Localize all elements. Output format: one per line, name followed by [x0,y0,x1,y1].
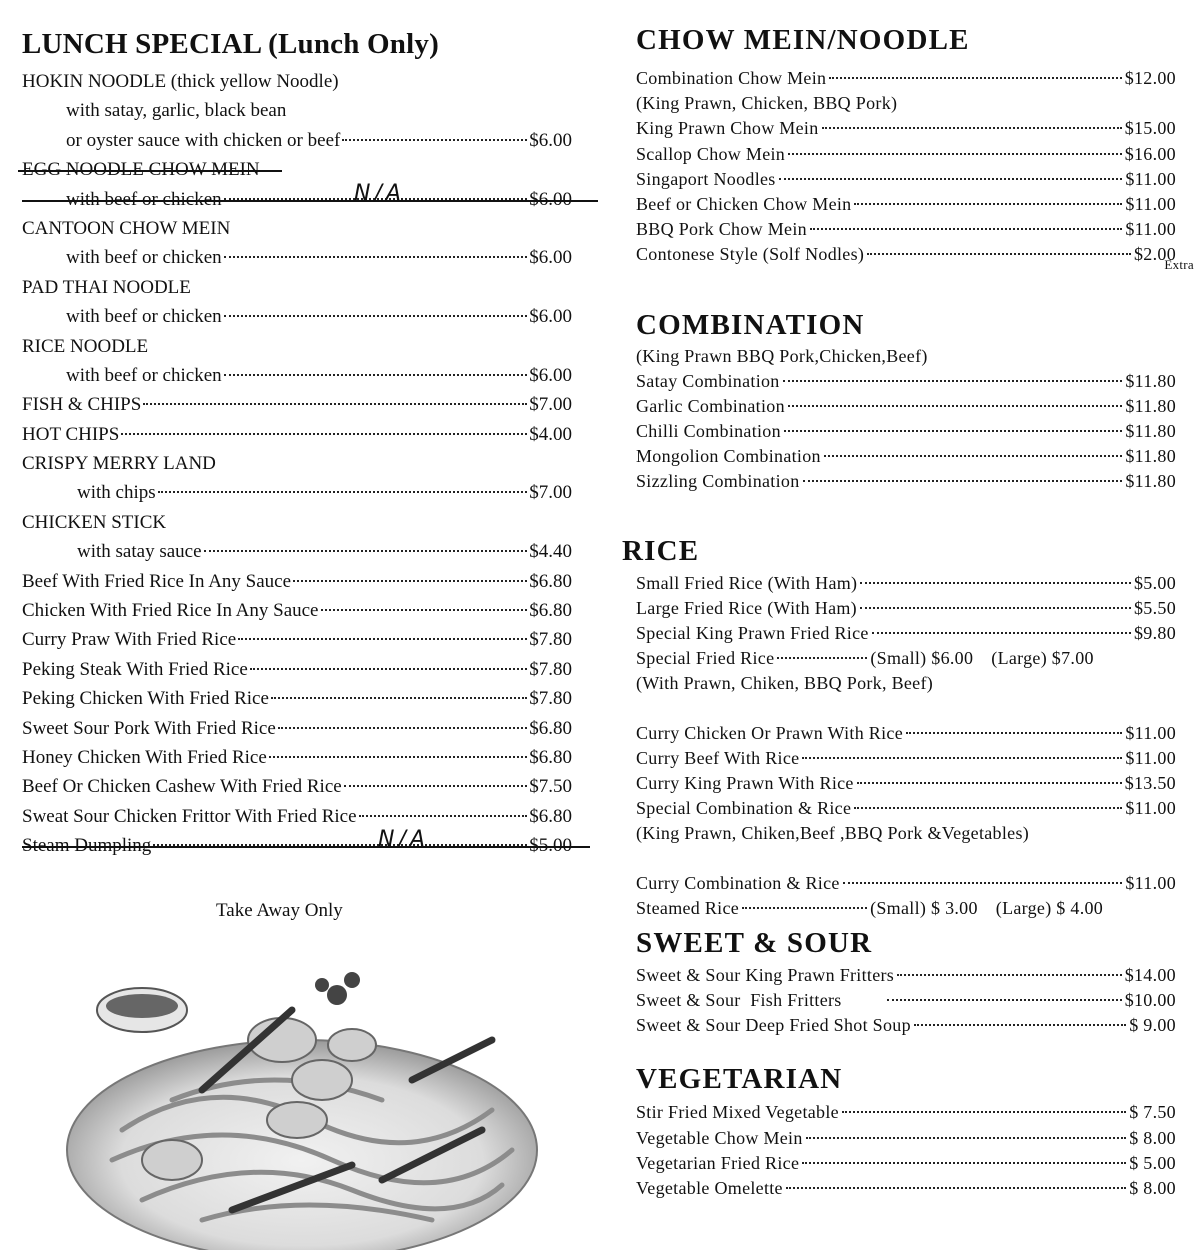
dot-leader [224,374,528,376]
combination-item-row [636,369,1176,394]
strikethrough [22,846,590,848]
dot-leader [783,380,1123,382]
chow-mein-title: CHOW MEIN/NOODLE [636,24,970,56]
dot-leader [860,582,1131,584]
crispy-row [22,478,572,507]
chow-item-row [636,167,1176,192]
crispy-sub: with chips [77,482,156,504]
lunch-item-name: Honey Chicken With Fried Rice [22,746,267,768]
dot-leader [788,153,1122,155]
vegetarian-item-price: $ 8.00 [1129,1178,1176,1198]
dot-leader [777,657,867,659]
lunch-item-price: $6.80 [529,805,572,827]
chow-item-price: $2.00 [1134,244,1176,265]
curry-item-name: Curry King Prawn With Rice [636,772,854,793]
hot-chips-price: $4.00 [529,423,572,445]
lunch-item-row [22,772,572,801]
special-fried-rice-name: Special Fried Rice [636,648,775,669]
lunch-item-row [22,802,572,831]
lunch-item-row [22,655,572,684]
lunch-item-price: $7.80 [529,629,572,651]
cantoon-row [22,243,572,272]
combination-item-name: Chilli Combination [636,421,781,442]
dot-leader [321,609,528,611]
dot-leader [344,785,528,787]
pad-thai-row [22,302,572,331]
vegetarian-item-name: Stir Fried Mixed Vegetable [636,1102,839,1123]
dot-leader [359,815,528,817]
combination-item-name: Mongolion Combination [636,446,821,467]
chow-item-name: Combination Chow Mein [636,68,827,88]
lunch-item-row [22,684,572,713]
steamed-rice-name: Steamed Rice [636,897,740,918]
sweet-sour-item-row [636,963,1176,988]
lunch-special-section [22,28,572,861]
egg-noodle-sub: with beef or chicken [66,188,222,210]
steam-dumpling-row [22,827,572,860]
vegetarian-item-price: $ 7.50 [1129,1102,1176,1123]
lunch-item-row [22,567,572,596]
chow-combo-note: (King Prawn, Chicken, BBQ Pork) [636,93,898,114]
rice-item-row [636,571,1176,596]
lunch-item-price: $7.80 [529,658,572,680]
lunch-item-name: Peking Chicken With Fried Rice [22,688,269,710]
vegetarian-item-price: $ 5.00 [1129,1152,1176,1173]
special-combination-note: (King Prawn, Chiken,Beef ,BBQ Pork &Vegetables) [636,823,1030,844]
lunch-item-name: Beef Or Chicken Cashew With Fried Rice [22,776,342,798]
dot-leader [914,1024,1126,1026]
rice-item-row [636,596,1176,621]
combination-title: COMBINATION [636,308,865,341]
combination-note: (King Prawn BBQ Pork,Chicken,Beef) [636,345,928,366]
rice-item-price: $5.00 [1134,572,1176,593]
egg-noodle-name: EGG NOODLE CHOW MEIN [22,159,260,181]
dot-leader [342,139,527,141]
dot-leader [250,668,527,670]
extra-note: Extra [1164,257,1194,273]
lunch-item-name: Sweat Sour Chicken Frittor With Fried Rice [22,805,357,827]
dot-leader [872,632,1131,634]
curry-item-name: Curry Beef With Rice [636,747,800,768]
sweet-sour-item-price: $14.00 [1124,964,1176,985]
fish-chips-price: $7.00 [529,394,572,416]
chow-item-row [636,242,1194,273]
steamed-rice-small: (Small) $ 3.00 [870,897,978,918]
dot-leader [143,403,527,405]
curry-item-row [636,721,1176,746]
rice-noodle-name: RICE NOODLE [22,335,149,357]
rice-item-price: $9.80 [1134,623,1176,643]
dot-leader [779,178,1123,180]
chicken-stick-name: CHICKEN STICK [22,511,167,533]
combination-item-row [636,394,1176,419]
dot-leader [786,1187,1126,1189]
cantoon-sub: with beef or chicken [66,247,222,269]
chow-item-name: Singaport Noodles [636,168,776,189]
combination-item-price: $11.80 [1125,446,1176,467]
combination-item-price: $11.80 [1125,421,1176,442]
special-fried-rice-row [636,646,1176,671]
chow-item-row [636,217,1176,242]
lunch-item-price: $7.80 [529,688,572,710]
chicken-stick-sub: with satay sauce [77,541,202,563]
dot-leader [784,430,1122,432]
curry-item-row [636,746,1176,771]
pad-thai-name: PAD THAI NOODLE [22,276,191,298]
egg-noodle-na-note: N/A [354,180,405,206]
dot-leader [906,732,1122,734]
chow-item-price: $16.00 [1124,143,1176,164]
combination-item-row [636,469,1176,494]
hokin-noodle-name: HOKIN NOODLE (thick yellow Noodle) [22,71,339,92]
combination-item-name: Satay Combination [636,370,780,391]
chow-item-price: $15.00 [1124,118,1176,139]
sweet-sour-item-row [636,988,1176,1013]
dot-leader [887,999,1122,1001]
lunch-item-name: Peking Steak With Fried Rice [22,658,248,680]
dot-leader [854,807,1122,809]
dot-leader [854,203,1122,205]
lunch-item-row [22,714,572,743]
dot-leader [824,455,1123,457]
dot-leader [822,127,1122,129]
sweet-sour-item-name: Sweet & Sour Fish Fritters [636,990,842,1011]
hokin-noodle-row [22,126,572,155]
dot-leader [742,907,867,909]
chicken-stick-row [22,537,572,566]
hokin-noodle-desc: with satay, garlic, black bean [66,100,287,122]
dot-leader [867,253,1131,255]
chicken-stick-price: $4.40 [529,541,572,563]
dot-leader [860,607,1131,609]
dot-leader [238,638,527,640]
lunch-item-row [22,625,572,654]
rice-title: RICE [622,534,700,567]
vegetarian-item-price: $ 8.00 [1129,1127,1176,1148]
combination-item-price: $11.80 [1125,370,1176,391]
vegetarian-item-row [636,1126,1176,1151]
chow-item-name: Scallop Chow Mein [636,143,786,164]
steam-dumpling-name: Steam Dumpling [22,835,152,857]
lunch-item-price: $6.80 [529,600,572,622]
lunch-item-price: $6.80 [529,746,572,768]
curry-item-price: $11.00 [1125,722,1176,743]
lunch-special-title: LUNCH SPECIAL (Lunch Only) [22,28,439,60]
curry-combination-name: Curry Combination & Rice [636,872,840,893]
pad-thai-price: $6.00 [529,306,572,328]
steam-dumpling-price: $5.00 [529,835,572,857]
dot-leader [121,433,527,435]
dot-leader [829,77,1121,79]
chow-item-row [636,142,1176,167]
sweet-sour-item-price: $10.00 [1124,990,1176,1011]
crispy-name: CRISPY MERRY LAND [22,453,216,475]
special-fried-rice-small: (Small) $6.00 [870,648,974,669]
dot-leader [857,782,1122,784]
dot-leader [278,727,527,729]
combination-item-price: $11.80 [1125,395,1176,416]
sweet-sour-item-price: $ 9.00 [1129,1015,1176,1036]
lunch-item-name: Sweet Sour Pork With Fried Rice [22,717,276,739]
dot-leader [842,1111,1126,1113]
lunch-item-row [22,743,572,772]
curry-item-price: $11.00 [1125,798,1176,819]
rice-item-row [636,621,1176,646]
chow-item-price: $11.00 [1125,219,1176,240]
curry-item-row [636,771,1176,796]
dot-leader [158,491,528,493]
dot-leader [269,756,527,758]
lunch-item-price: $6.80 [529,570,572,592]
dot-leader [803,480,1123,482]
chow-item-row [636,192,1176,217]
dot-leader [788,405,1122,407]
crispy-price: $7.00 [529,482,572,504]
cantoon-name: CANTOON CHOW MEIN [22,217,231,239]
chow-item-price: $11.00 [1125,193,1176,214]
rice-item-name: Special King Prawn Fried Rice [636,623,869,643]
combination-item-row [636,419,1176,444]
strikethrough [18,170,282,172]
vegetarian-item-name: Vegetable Chow Mein [636,1127,803,1148]
dot-leader [293,580,527,582]
steamed-rice-large: (Large) $ 4.00 [995,897,1104,918]
right-column [622,20,1194,1201]
lunch-item-name: Chicken With Fried Rice In Any Sauce [22,600,319,622]
fish-chips-name: FISH & CHIPS [22,394,142,416]
vegetarian-title: VEGETARIAN [636,1063,843,1096]
hokin-noodle-desc-2: or oyster sauce with chicken or beef [66,129,341,151]
chow-item-price: $12.00 [1124,68,1176,88]
lunch-item-price: $7.50 [529,776,572,798]
sweet-sour-item-row [636,1013,1176,1038]
rice-noodle-price: $6.00 [529,364,572,386]
cantoon-price: $6.00 [529,247,572,269]
rice-item-name: Large Fried Rice (With Ham) [636,597,857,618]
vegetarian-item-name: Vegetable Omelette [636,1178,783,1198]
rice-item-name: Small Fried Rice (With Ham) [636,572,858,593]
curry-item-row [636,796,1176,821]
combination-item-price: $11.80 [1125,471,1176,492]
curry-item-name: Special Combination & Rice [636,798,852,819]
lunch-item-name: Beef With Fried Rice In Any Sauce [22,570,292,592]
chow-item-row [636,116,1176,141]
curry-item-name: Curry Chicken Or Prawn With Rice [636,722,903,743]
sweet-sour-item-name: Sweet & Sour King Prawn Fritters [636,964,895,985]
combination-item-name: Sizzling Combination [636,471,800,492]
sweet-sour-title: SWEET & SOUR [636,926,873,959]
dot-leader [810,228,1122,230]
dot-leader [802,757,1122,759]
vegetarian-item-row [636,1176,1176,1201]
combination-item-name: Garlic Combination [636,395,785,416]
chow-item-name: King Prawn Chow Mein [636,118,819,139]
chow-item-name: BBQ Pork Chow Mein [636,219,807,240]
dot-leader [806,1137,1127,1139]
rice-item-price: $5.50 [1134,597,1176,618]
vegetarian-item-row [636,1100,1176,1125]
chow-item-price: $11.00 [1125,168,1176,189]
special-fried-rice-large: (Large) $7.00 [991,648,1094,669]
special-fried-rice-note: (With Prawn, Chiken, BBQ Pork, Beef) [636,673,934,694]
strikethrough [22,200,598,202]
chow-item-name: Beef or Chicken Chow Mein [636,193,852,214]
steam-dumpling-na-note: N/A [378,827,429,853]
lunch-item-row [22,596,572,625]
combination-item-row [636,444,1176,469]
curry-item-price: $11.00 [1125,747,1176,768]
dot-leader [224,256,528,258]
hot-chips-row [22,420,572,449]
curry-combination-price: $11.00 [1125,872,1176,893]
vegetarian-item-name: Vegetarian Fried Rice [636,1152,800,1173]
lunch-item-price: $6.80 [529,717,572,739]
pad-thai-sub: with beef or chicken [66,306,222,328]
curry-combination-row [636,871,1176,896]
dot-leader [204,550,528,552]
hot-chips-name: HOT CHIPS [22,423,120,445]
egg-noodle-row [22,180,572,214]
curry-item-price: $13.50 [1124,772,1176,793]
lunch-item-name: Curry Praw With Fried Rice [22,629,237,651]
chow-item-name: Contonese Style (Solf Nodles) [636,244,865,265]
sweet-sour-item-name: Sweet & Sour Deep Fried Shot Soup [636,1015,911,1036]
chow-item-row [636,66,1176,91]
egg-noodle-name-row [22,155,572,184]
vegetarian-item-row [636,1151,1176,1176]
take-away-note: Take Away Only [216,900,343,921]
dot-leader [897,974,1122,976]
dot-leader [802,1162,1126,1164]
egg-noodle-price: $6.00 [529,188,572,210]
dot-leader [843,882,1123,884]
food-photo-image [52,950,552,1250]
rice-noodle-sub: with beef or chicken [66,364,222,386]
dot-leader [271,697,527,699]
rice-noodle-row [22,361,572,390]
fish-chips-row [22,390,572,419]
steamed-rice-row [636,896,1176,921]
hokin-noodle-price: $6.00 [529,129,572,151]
dot-leader [224,315,528,317]
